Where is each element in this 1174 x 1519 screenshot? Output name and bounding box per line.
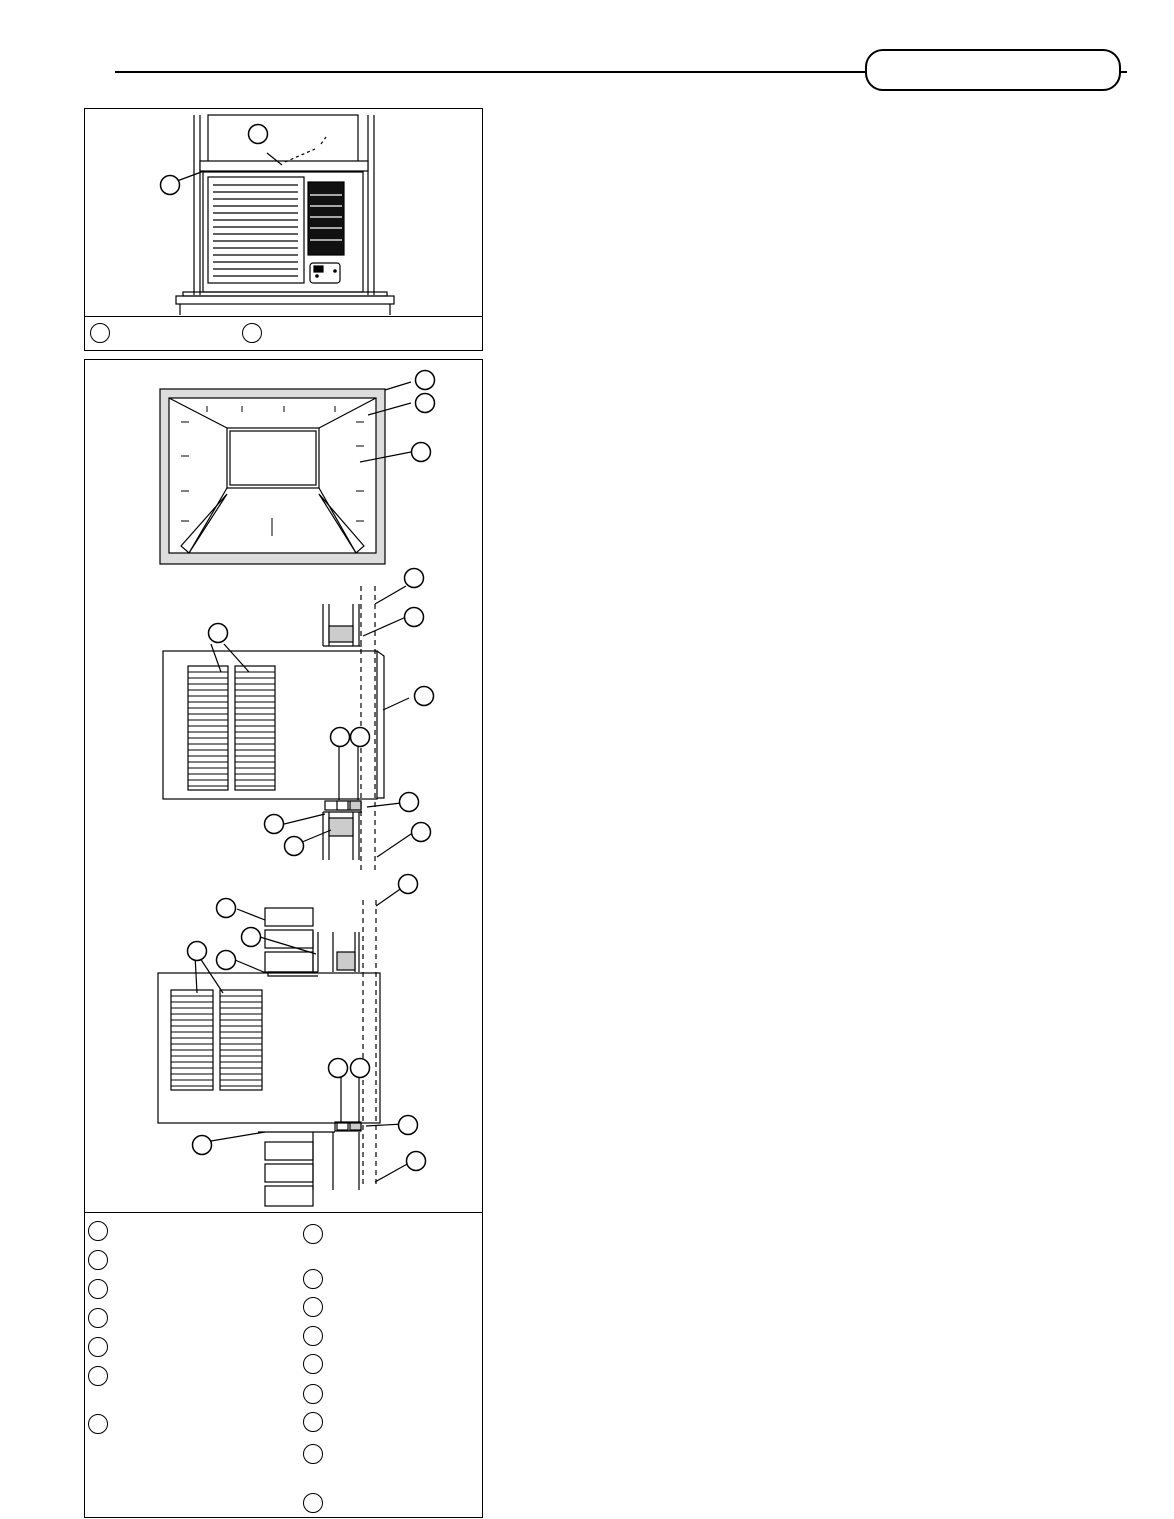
legend-left-marker-3: [88, 1279, 108, 1299]
legend-left-marker-2: [88, 1250, 108, 1270]
legend-right-marker-2: [303, 1269, 323, 1289]
figure-wall-sleeve: [84, 359, 483, 1518]
legend-right-marker-1: [303, 1224, 323, 1244]
legend-right-marker-7: [303, 1412, 323, 1432]
legend-right-marker-6: [303, 1384, 323, 1404]
legend-right-marker-9: [303, 1493, 323, 1513]
window-unit-illustration: [85, 109, 482, 350]
legend-divider: [85, 316, 482, 317]
legend-left-marker-7: [88, 1414, 108, 1434]
legend-divider: [85, 1212, 482, 1213]
legend-marker-1: [90, 323, 110, 343]
legend-left-marker-4: [88, 1308, 108, 1328]
legend-left-marker-5: [88, 1337, 108, 1357]
figure-window-unit: [84, 108, 483, 351]
legend-right-marker-4: [303, 1326, 323, 1346]
legend-left-marker-6: [88, 1366, 108, 1386]
legend-left-marker-1: [88, 1221, 108, 1241]
legend-marker-2: [242, 323, 262, 343]
legend-right-marker-8: [303, 1444, 323, 1464]
legend-right-marker-3: [303, 1297, 323, 1317]
sleeve-illustration: [85, 360, 482, 1210]
header-tab: [865, 49, 1121, 91]
legend-right-marker-5: [303, 1354, 323, 1374]
